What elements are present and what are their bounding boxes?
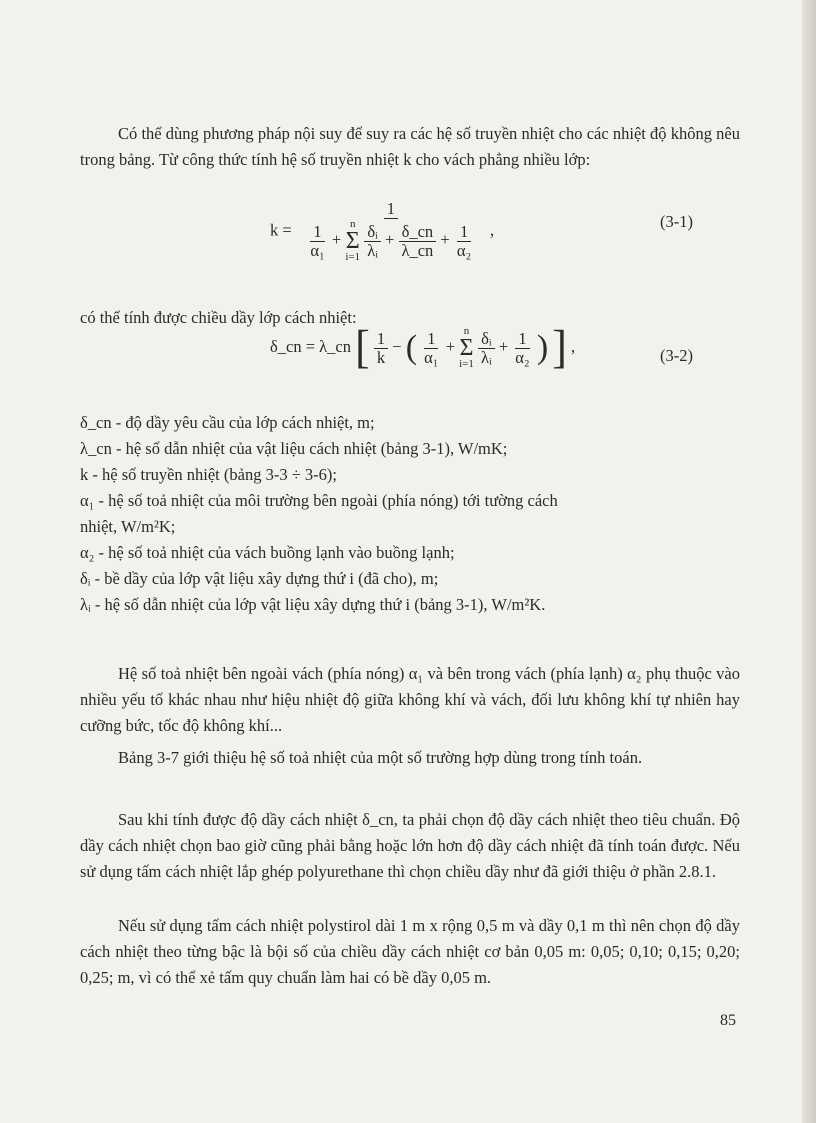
mid-text: có thể tính được chiều dầy lớp cách nhiệt:: [80, 307, 357, 327]
formula-numerator: 1: [384, 200, 398, 219]
definition-item: nhiệt, W/m²K;: [80, 517, 176, 536]
definition-item: α₁ - hệ số toả nhiệt của môi trường bên ngoài (phía nóng) tới tường cách: [80, 491, 558, 510]
equation-number-3-2: (3-2): [660, 346, 693, 365]
intro-paragraph: Có thể dùng phương pháp nội suy để suy ra các hệ số truyền nhiệt cho các nhiệt độ không nêu trong bảng. Từ công thức tính hệ số truyền nhiệt k cho vách phẳng nhiều lớp:: [80, 123, 740, 169]
paragraph-4: Nếu sử dụng tấm cách nhiệt polystirol dài 1 m x rộng 0,5 m và dầy 0,1 m thì nên chọn độ dầy cách nhiệt theo từng bậc là bội số của chiều dầy cách nhiệt cơ bản 0,05 m: 0,05; 0,10; 0,15; 0,20; 0,25; m, vì có thể xẻ tấm quy chuẩn làm hai có bề dầy 0,05 m.: [80, 915, 740, 987]
formula-lhs: k =: [270, 220, 292, 240]
formula-3-2: δ_cn = λ_cn [ $\frac{1}{k}$ − ( $\frac{1}{\text{α₁}}$ + n Σ i=1 $\frac{\text{δᵢ}}{\text{λᵢ}}$ + $\frac{1}{\text{α₂}}$ ) ] ,: [270, 321, 576, 374]
page-number: 85: [720, 1012, 736, 1029]
definition-item: α₂ - hệ số toả nhiệt của vách buồng lạnh vào buồng lạnh;: [80, 543, 455, 562]
definition-item: λ_cn - hệ số dẫn nhiệt của vật liệu cách nhiệt (bảng 3-1), W/mK;: [80, 439, 508, 458]
definition-item: δᵢ - bề dầy của lớp vật liệu xây dựng thứ i (đã cho), m;: [80, 569, 439, 588]
definition-item: δ_cn - độ dầy yêu cầu của lớp cách nhiệt, m;: [80, 413, 375, 432]
formula-3-1: k = 1 $\frac{1}{\text{α₁}}$ + n Σ i=1 $\frac{\text{δᵢ}}{\text{λᵢ}}$ + $\frac{\delta\_cn}{\lambda\_cn}$ + $\frac{1}{\text{α₂}}$ ,: [270, 199, 495, 263]
definition-item: λᵢ - hệ số dẫn nhiệt của lớp vật liệu xây dựng thứ i (bảng 3-1), W/m²K.: [80, 595, 546, 614]
paragraph-1: Hệ số toả nhiệt bên ngoài vách (phía nóng) α₁ và bên trong vách (phía lạnh) α₂ phụ thuộc vào nhiều yếu tố khác nhau như hiệu nhiệt độ giữa không khí và vách, đối lưu không khí tự nhiên hay cưỡng bức, tốc độ không khí...: [80, 663, 740, 735]
definitions-list: [80, 410, 740, 618]
paragraph-2: Bảng 3-7 giới thiệu hệ số toả nhiệt của một số trường hợp dùng trong tính toán.: [118, 747, 643, 767]
definition-item: k - hệ số truyền nhiệt (bảng 3-3 ÷ 3-6);: [80, 465, 337, 484]
page-edge: [802, 0, 816, 1123]
formula-denominator: $\frac{1}{\text{α₁}}$ + n Σ i=1 $\frac{\text{δᵢ}}{\text{λᵢ}}$ + $\frac{\delta\_cn}{\lambda\_cn}$ + $\frac{1}{\text{α₂}}$: [310, 218, 472, 263]
formula2-lhs: δ_cn = λ_cn: [270, 336, 351, 356]
paragraph-3: Sau khi tính được độ dầy cách nhiệt δ_cn, ta phải chọn độ dầy cách nhiệt theo tiêu chuẩn. Độ dầy cách nhiệt chọn bao giờ cũng phải bằng hoặc lớn hơn độ dầy cách nhiệt đã tính toán được. Nếu sử dụng tấm cách nhiệt lắp ghép polyurethane thì chọn chiều dầy như đã giới thiệu ở phần 2.8.1.: [80, 809, 740, 881]
equation-number-3-1: (3-1): [660, 212, 693, 231]
